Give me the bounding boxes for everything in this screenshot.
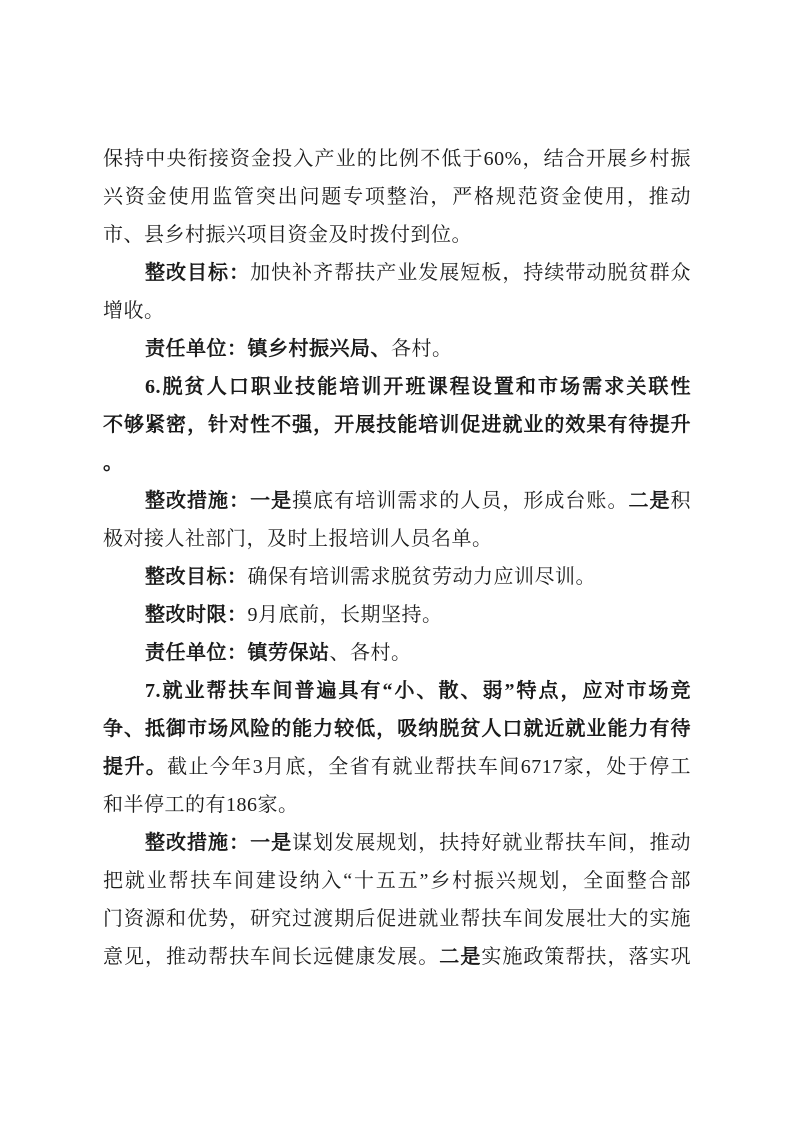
- bold-text-segment: 责任单位：镇劳保站: [145, 642, 330, 664]
- text-line: [103, 824, 691, 862]
- text-line: [103, 216, 691, 254]
- text-segment: 确保有培训需求脱贫劳动力应训尽训。: [247, 566, 596, 588]
- bold-text-segment: 提升。: [103, 756, 168, 778]
- text-segment: 、各村。: [329, 642, 412, 664]
- text-line: [103, 140, 691, 178]
- text-segment: 保持中央衔接资金投入产业的比例不低于60%，结合开展乡村振: [103, 148, 691, 170]
- text-segment: 摸底有培训需求的人员，形成台账。: [292, 490, 629, 512]
- text-segment: 各村。: [391, 338, 453, 360]
- bold-text-segment: 整改目标：: [145, 566, 248, 588]
- bold-text-segment: 责任单位：镇乡村振兴局、: [145, 338, 391, 360]
- bold-text-segment: 整改时限：: [145, 604, 248, 626]
- text-line: [103, 710, 691, 748]
- bold-text-segment: 争、抵御市场风险的能力较低，吸纳脱贫人口就近就业能力有待: [103, 718, 691, 740]
- bold-text-segment: 整改目标：: [145, 262, 251, 284]
- text-segment: 9月底前，长期坚持。: [247, 604, 443, 626]
- bold-text-segment: 7.就业帮扶车间普遍具有“小、散、弱”特点，应对市场竞: [145, 680, 691, 702]
- text-segment: 兴资金使用监管突出问题专项整治，严格规范资金使用，推动: [103, 186, 691, 208]
- text-line: [103, 520, 691, 558]
- text-segment: 积: [670, 490, 692, 512]
- text-line: [103, 938, 691, 976]
- text-line: [103, 786, 691, 824]
- text-line: [103, 672, 691, 710]
- text-segment: 增收。: [103, 300, 165, 322]
- text-line: [103, 330, 691, 368]
- document-body: [103, 140, 691, 976]
- bold-text-segment: 整改措施：一是: [145, 832, 293, 854]
- bold-text-segment: 不够紧密，针对性不强，开展技能培训促进就业的效果有待提升: [103, 414, 691, 436]
- text-line: [103, 406, 691, 444]
- text-line: [103, 254, 691, 292]
- bold-text-segment: 6.脱贫人口职业技能培训开班课程设置和市场需求关联性: [145, 376, 691, 398]
- bold-text-segment: 整改措施：一是: [145, 490, 293, 512]
- bold-text-segment: 二是: [628, 490, 671, 512]
- bold-text-segment: 二是: [439, 946, 482, 968]
- text-line: [103, 292, 691, 330]
- text-line: [103, 482, 691, 520]
- text-segment: 截止今年3月底，全省有就业帮扶车间6717家，处于停工: [167, 756, 692, 778]
- text-line: [103, 900, 691, 938]
- text-line: [103, 634, 691, 672]
- text-line: [103, 748, 691, 786]
- text-line: [103, 178, 691, 216]
- text-line: [103, 596, 691, 634]
- text-line: [103, 558, 691, 596]
- text-segment: 谋划发展规划，扶持好就业帮扶车间，推动: [292, 832, 692, 854]
- text-segment: 加快补齐帮扶产业发展短板，持续带动脱贫群众: [250, 262, 692, 284]
- text-segment: 门资源和优势，研究过渡期后促进就业帮扶车间发展壮大的实施: [103, 908, 691, 930]
- text-segment: 实施政策帮扶，落实巩: [481, 946, 692, 968]
- text-segment: 把就业帮扶车间建设纳入“十五五”乡村振兴规划，全面整合部: [103, 870, 691, 892]
- text-segment: 市、县乡村振兴项目资金及时拨付到位。: [103, 224, 472, 246]
- text-segment: 和半停工的有186家。: [103, 794, 299, 816]
- text-line: [103, 862, 691, 900]
- text-segment: 意见，推动帮扶车间长远健康发展。: [103, 946, 440, 968]
- text-line: [103, 444, 691, 482]
- text-line: [103, 368, 691, 406]
- bold-text-segment: 。: [103, 452, 124, 474]
- text-segment: 极对接人社部门，及时上报培训人员名单。: [103, 528, 493, 550]
